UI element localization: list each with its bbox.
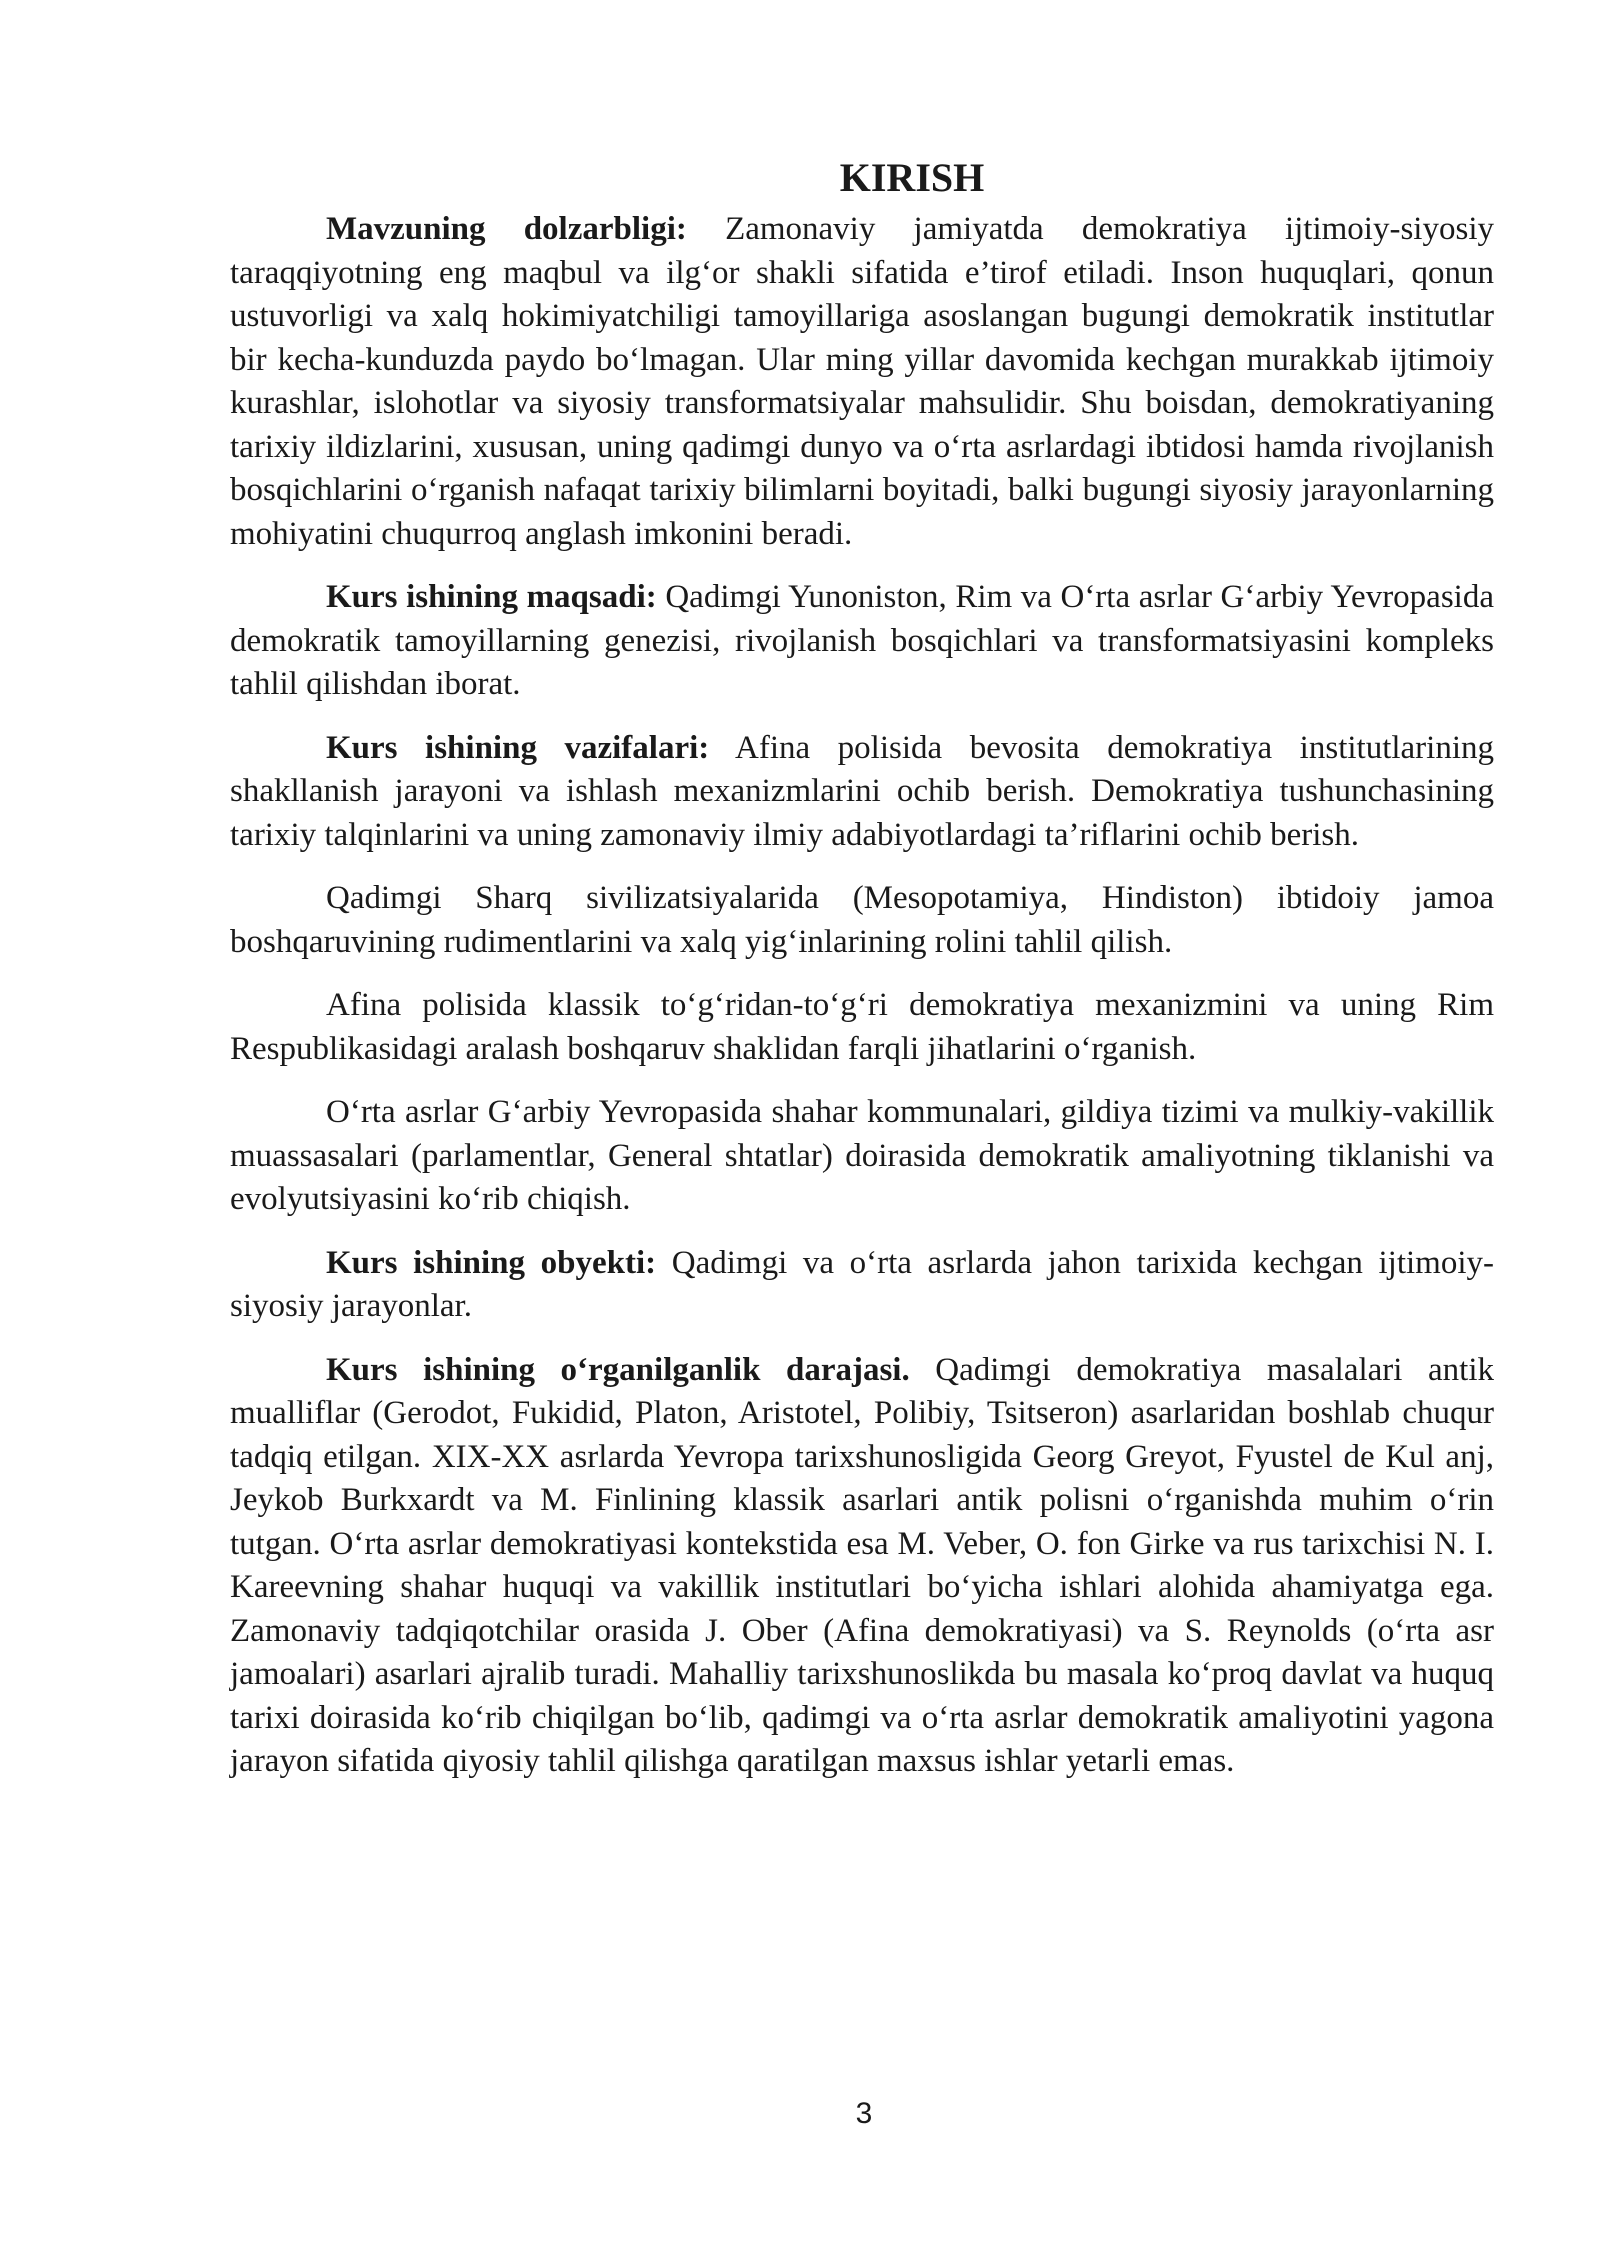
paragraph-text: Qadimgi va o‘rta asrlarda jahon tarixida kechgan ijtimoiy-siyosiy jarayonlar.: [230, 1244, 1494, 1324]
paragraph-lead: Kurs ishining o‘rganilganlik darajasi.: [326, 1351, 910, 1388]
paragraph-lead: Mavzuning dolzarbligi:: [326, 211, 687, 247]
paragraph-object: [230, 1242, 1494, 1329]
paragraph-task-medieval: [230, 1091, 1494, 1222]
paragraph-text: Afina polisida bevosita demokratiya institutlarining shakllanish jarayoni va ishlash mexanizmlarini ochib berish. Demokratiya tushunchasining tarixiy talqinlarini va uning zamonaviy ilmiy adabiyotlardagi ta’riflarini ochib berish.: [230, 729, 1495, 853]
paragraph-lead: Kurs ishining maqsadi:: [326, 579, 657, 615]
paragraph-lead: Kurs ishining obyekti:: [326, 1244, 657, 1281]
page-number: 3: [855, 2097, 873, 2130]
paragraph-relevance: [230, 208, 1494, 556]
paragraph-goal: [230, 576, 1494, 707]
section-title: KIRISH: [839, 155, 985, 200]
paragraph-text: Qadimgi demokratiya masalalari antik mualliflar (Gerodot, Fukidid, Platon, Aristotel, Polibiy, Tsitseron) asarlaridan boshlab chuqur tadqiq etilgan. XIX-XX asrlarda Yevropa tarixshunosligida Georg Greyot, Fyustel de Kul anj, Jeykob Burkxardt va M. Finlining klassik asarlari antik polisni o‘rganishda muhim o‘rin tutgan. O‘rta asrlar demokratiyasi kontekstida esa M. Veber, O. fon Girke va rus tarixchisi N. I. Kareevning shahar huquqi va vakillik institutlari bo‘yicha ishlari alohida ahamiyatga ega. Zamonaviy tadqiqotchilar orasida J. Ober (Afina demokratiyasi) va S. Reynolds (o‘rta asr jamoalari) asarlari ajralib turadi. Mahalliy tarixshunoslikda bu masala ko‘proq davlat va huquq tarixi doirasida ko‘rib chiqilgan bo‘lib, qadimgi va o‘rta asrlar demokratik amaliyotini yagona jarayon sifatida qiyosiy tahlil qilishga qaratilgan maxsus ishlar yetarli emas.: [230, 1351, 1494, 1779]
paragraph-text: O‘rta asrlar G‘arbiy Yevropasida shahar kommunalari, gildiya tizimi va mulkiy-vakillik muassasalari (parlamentlar, General shtatlar) doirasida demokratik amaliyotning tiklanishi va evolyutsiyasini ko‘rib chiqish.: [230, 1094, 1494, 1217]
paragraph-task-east: [230, 877, 1494, 964]
paragraph-text: Zamonaviy jamiyatda demokratiya ijtimoiy-siyosiy taraqqiyotning eng maqbul va ilg‘or shakli sifatida e’tirof etiladi. Inson huquqlari, qonun ustuvorligi va xalq hokimiyatchiligi tamoyillariga asoslangan bugungi demokratik institutlar bir kecha-kunduzda paydo bo‘lmagan. Ular ming yillar davomida kechgan murakkab ijtimoiy kurashlar, islohotlar va siyosiy transformatsiyalar mahsulidir. Shu boisdan, demokratiyaning tarixiy ildizlarini, xususan, uning qadimgi dunyo va o‘rta asrlardagi ibtidosi hamda rivojlanish bosqichlarini o‘rganish nafaqat tarixiy bilimlarni boyitadi, balki bugungi siyosiy jarayonlarning mohiyatini chuqurroq anglash imkonini beradi.: [230, 211, 1494, 552]
paragraph-text: Qadimgi Yunoniston, Rim va O‘rta asrlar G‘arbiy Yevropasida demokratik tamoyillarning genezisi, rivojlanish bosqichlari va transformatsiyasini kompleks tahlil qilishdan iborat.: [230, 579, 1494, 702]
paragraph-tasks: [230, 727, 1494, 858]
paragraph-text: Qadimgi Sharq sivilizatsiyalarida (Mesopotamiya, Hindiston) ibtidoiy jamoa boshqaruvining rudimentlarini va xalq yig‘inlarining rolini tahlil qilish.: [230, 880, 1494, 960]
paragraph-literature-review: [230, 1349, 1494, 1784]
paragraph-lead: Kurs ishining vazifalari:: [326, 729, 710, 766]
paragraph-text: Afina polisida klassik to‘g‘ridan-to‘g‘ri demokratiya mexanizmini va uning Rim Respublikasidagi aralash boshqaruv shaklidan farqli jihatlarini o‘rganish.: [230, 987, 1494, 1067]
document-page: [230, 148, 1494, 1804]
paragraph-task-athens: [230, 984, 1494, 1071]
